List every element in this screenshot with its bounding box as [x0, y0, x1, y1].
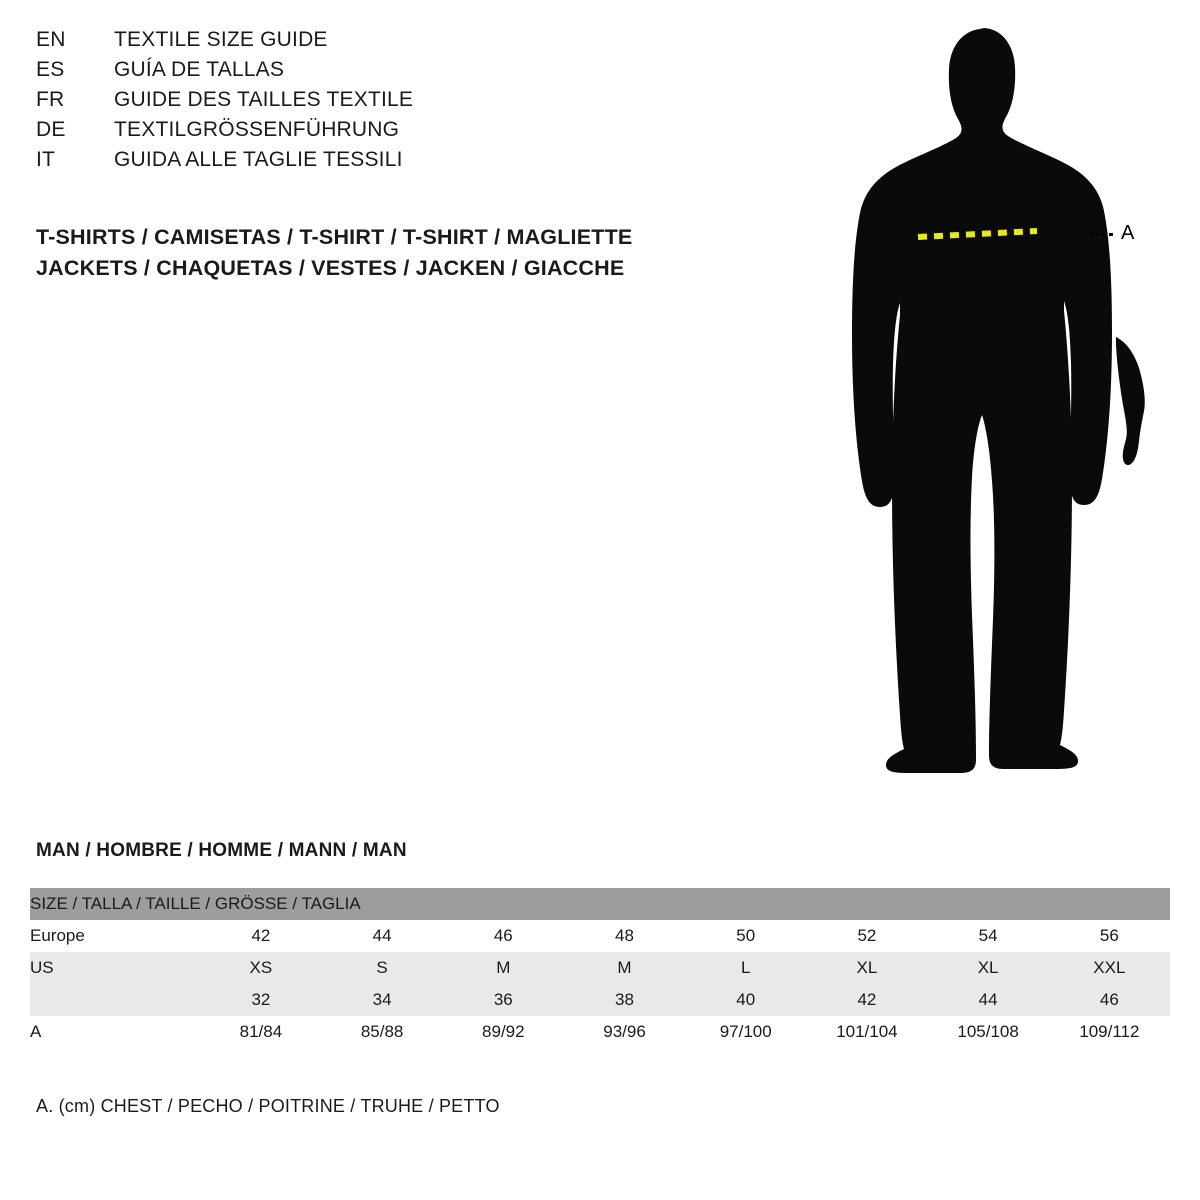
cell: 93/96	[564, 1016, 685, 1048]
size-table	[30, 888, 1170, 1048]
cell: 46	[1049, 984, 1170, 1016]
language-code: IT	[36, 148, 56, 171]
cell: 36	[443, 984, 564, 1016]
cell: 32	[200, 984, 321, 1016]
table-header-row	[30, 888, 1170, 920]
cell: 40	[685, 984, 806, 1016]
cell: 48	[564, 920, 685, 952]
cell: XL	[806, 952, 927, 984]
table-row	[30, 920, 1170, 952]
cell: 34	[322, 984, 443, 1016]
cell: 81/84	[200, 1016, 321, 1048]
row-label: US	[30, 952, 200, 984]
cell: 42	[200, 920, 321, 952]
measure-label-a: A	[1121, 222, 1135, 244]
man-silhouette-icon	[830, 15, 1170, 785]
row-label: A	[30, 1016, 200, 1048]
table-row	[30, 952, 1170, 984]
table-section-title: MAN / HOMBRE / HOMME / MANN / MAN	[36, 840, 407, 861]
row-label	[30, 984, 200, 1016]
cell: 38	[564, 984, 685, 1016]
cell: 50	[685, 920, 806, 952]
cell: 85/88	[322, 1016, 443, 1048]
category-list	[36, 222, 796, 284]
cell: 42	[806, 984, 927, 1016]
cell: M	[564, 952, 685, 984]
cell: 44	[322, 920, 443, 952]
cell: XXL	[1049, 952, 1170, 984]
row-label: Europe	[30, 920, 200, 952]
language-row	[36, 58, 736, 88]
cell: 97/100	[685, 1016, 806, 1048]
cell: 46	[443, 920, 564, 952]
measure-leader-line	[1089, 233, 1113, 236]
category-tshirts: T-SHIRTS / CAMISETAS / T-SHIRT / T-SHIRT / MAGLIETTE	[36, 225, 633, 249]
footnote: A. (cm) CHEST / PECHO / POITRINE / TRUHE / PETTO	[36, 1096, 500, 1116]
category-jackets: JACKETS / CHAQUETAS / VESTES / JACKEN / GIACCHE	[36, 256, 625, 280]
language-row	[36, 118, 736, 148]
language-code: EN	[36, 28, 66, 51]
language-row	[36, 28, 736, 58]
language-code: DE	[36, 118, 66, 141]
language-title: TEXTILE SIZE GUIDE	[114, 28, 328, 51]
language-list	[36, 28, 736, 178]
language-title: GUIDE DES TAILLES TEXTILE	[114, 88, 414, 111]
cell: 52	[806, 920, 927, 952]
cell: 44	[928, 984, 1049, 1016]
cell: S	[322, 952, 443, 984]
language-title: GUIDA ALLE TAGLIE TESSILI	[114, 148, 403, 171]
language-row	[36, 88, 736, 118]
table-header-label: SIZE / TALLA / TAILLE / GRÖSSE / TAGLIA	[30, 888, 1170, 920]
table-row	[30, 1016, 1170, 1048]
cell: 109/112	[1049, 1016, 1170, 1048]
cell: 101/104	[806, 1016, 927, 1048]
cell: 56	[1049, 920, 1170, 952]
cell: L	[685, 952, 806, 984]
cell: 89/92	[443, 1016, 564, 1048]
table-row	[30, 984, 1170, 1016]
cell: XL	[928, 952, 1049, 984]
language-code: FR	[36, 88, 65, 111]
language-row	[36, 148, 736, 178]
body-silhouette-figure	[830, 15, 1170, 785]
language-code: ES	[36, 58, 65, 81]
language-title: TEXTILGRÖSSENFÜHRUNG	[114, 118, 400, 141]
cell: XS	[200, 952, 321, 984]
language-title: GUÍA DE TALLAS	[114, 58, 285, 81]
cell: M	[443, 952, 564, 984]
cell: 105/108	[928, 1016, 1049, 1048]
cell: 54	[928, 920, 1049, 952]
